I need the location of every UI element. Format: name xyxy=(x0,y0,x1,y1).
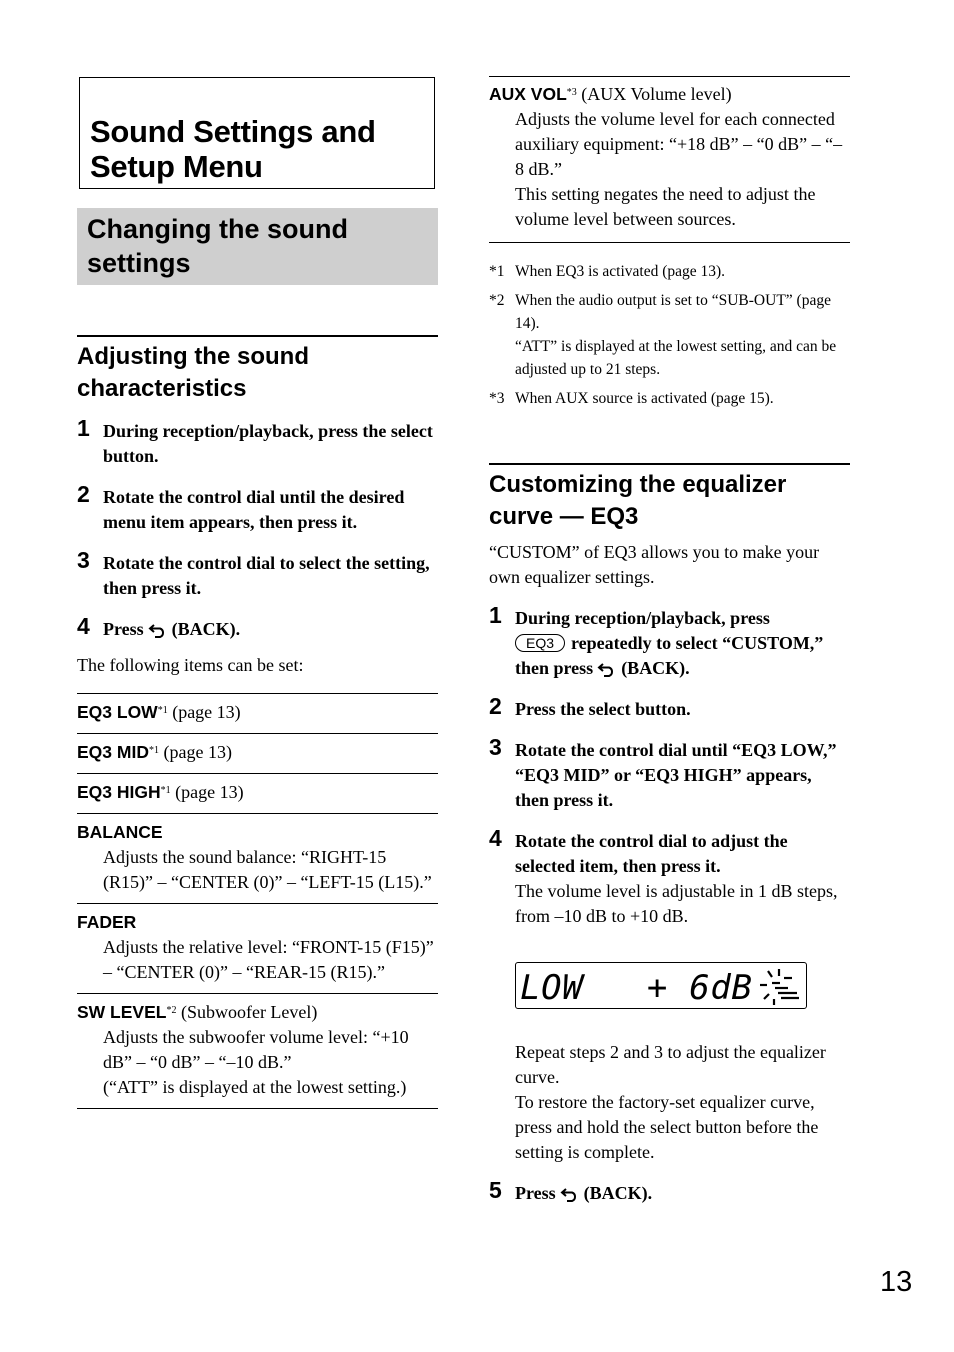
step-text: During reception/playback, press the select button. xyxy=(103,421,433,466)
step-number: 5 xyxy=(489,1177,502,1203)
page-title: Sound Settings and Setup Menu xyxy=(90,114,376,184)
step-text: Rotate the control dial until “EQ3 LOW,” “EQ3 MID” or “EQ3 HIGH” appears, then press it. xyxy=(515,740,837,810)
footnote-3 xyxy=(489,387,850,410)
item-eq3-low xyxy=(77,693,438,733)
step-text: Press xyxy=(103,619,144,639)
step-text-end: (BACK). xyxy=(621,658,690,678)
back-icon xyxy=(148,620,168,645)
item-label: FADER xyxy=(77,912,137,932)
lcd-text: LOW + 6dB xyxy=(520,968,752,1007)
footnote-text: When AUX source is activated (page 15). xyxy=(515,390,774,407)
item-aux-vol xyxy=(489,76,850,243)
item-fader xyxy=(77,903,438,993)
footnote-mark: *2 xyxy=(166,1005,177,1016)
item-label: BALANCE xyxy=(77,822,163,842)
eq3-step-2 xyxy=(489,693,850,722)
back-icon xyxy=(597,659,617,684)
item-description-extra: This setting negates the need to adjust the volume level between sources. xyxy=(515,184,816,229)
item-note: (page 13) xyxy=(175,782,244,802)
step-text-middle: repeatedly to select “CUSTOM,” then press xyxy=(515,633,824,678)
footnote-mark: *3 xyxy=(489,390,505,407)
step-number: 1 xyxy=(489,602,502,628)
footnote-mark: *1 xyxy=(489,263,505,280)
step-number: 2 xyxy=(77,481,90,507)
eq3-intro: “CUSTOM” of EQ3 allows you to make your own equalizer settings. xyxy=(489,542,820,587)
footnote-2 xyxy=(489,289,850,381)
page-number: 13 xyxy=(880,1266,913,1298)
item-note: (Subwoofer Level) xyxy=(180,1002,318,1022)
items-intro: The following items can be set: xyxy=(77,655,304,675)
page-title-box xyxy=(79,77,435,189)
item-note: (AUX Volume level) xyxy=(581,84,732,104)
step-text-end: (BACK). xyxy=(171,619,241,639)
eq3-step-5 xyxy=(489,1177,850,1209)
restore-note: To restore the factory-set equalizer curve, press and hold the select button before the setting is complete. xyxy=(515,1092,819,1162)
step-number: 3 xyxy=(489,734,502,760)
eq3-step-3 xyxy=(489,734,850,813)
section-title-box xyxy=(77,208,438,285)
step-text: Press the select button. xyxy=(515,699,691,719)
footnote-mark: *1 xyxy=(160,785,171,796)
item-description: Adjusts the subwoofer volume level: “+10 dB” – “0 dB” – “–10 dB.” xyxy=(103,1027,409,1072)
item-note: (page 13) xyxy=(163,742,232,762)
step-note: The volume level is adjustable in 1 dB steps, from –10 dB to +10 dB. xyxy=(515,881,838,926)
item-label: EQ3 LOW xyxy=(77,702,158,722)
footnote-text: When the audio output is set to “SUB-OUT” (page 14). xyxy=(515,292,831,332)
item-description: Adjusts the relative level: “FRONT-15 (F15)” – “CENTER (0)” – “REAR-15 (R15).” xyxy=(103,937,434,982)
footnote-1 xyxy=(489,260,850,283)
footnote-mark: *1 xyxy=(157,705,168,716)
item-eq3-high xyxy=(77,773,438,813)
eq3-heading: Customizing the equalizer curve — EQ3 xyxy=(489,471,787,530)
adjust-step-2 xyxy=(77,481,438,535)
item-eq3-mid xyxy=(77,733,438,773)
item-description: Adjusts the volume level for each connected auxiliary equipment: “+18 dB” – “0 dB” – “–8 dB.” xyxy=(515,109,843,179)
adjust-step-1 xyxy=(77,415,438,469)
eq3-heading-block xyxy=(489,463,850,533)
step-number: 4 xyxy=(77,613,90,639)
step-number: 3 xyxy=(77,547,90,573)
item-label: SW LEVEL xyxy=(77,1002,167,1022)
eq3-step-1 xyxy=(489,602,850,684)
step-number: 2 xyxy=(489,693,502,719)
settings-items-list xyxy=(77,693,438,1109)
step-text: Rotate the control dial to adjust the selected item, then press it. xyxy=(515,831,788,876)
adjust-step-4 xyxy=(77,613,438,645)
step-text: Rotate the control dial until the desired menu item appears, then press it. xyxy=(103,487,405,532)
adjust-step-3 xyxy=(77,547,438,601)
step-number: 4 xyxy=(489,825,502,851)
adjusting-heading: Adjusting the sound characteristics xyxy=(77,343,309,402)
step-text: Rotate the control dial to select the setting, then press it. xyxy=(103,553,430,598)
item-note: (page 13) xyxy=(172,702,241,722)
footnote-mark: *3 xyxy=(566,87,577,98)
footnote-mark: *2 xyxy=(489,292,505,309)
adjusting-heading-block xyxy=(77,335,438,405)
eq3-step-4 xyxy=(489,825,850,929)
lcd-display xyxy=(515,962,807,1009)
item-label: EQ3 MID xyxy=(77,742,149,762)
item-label: AUX VOL xyxy=(489,84,567,104)
item-label: EQ3 HIGH xyxy=(77,782,161,802)
repeat-note: Repeat steps 2 and 3 to adjust the equalizer curve. xyxy=(515,1042,826,1087)
eq-level-icon xyxy=(760,969,799,1005)
section-title: Changing the sound settings xyxy=(87,214,348,278)
back-icon xyxy=(560,1184,580,1209)
item-balance xyxy=(77,813,438,903)
eq3-button-icon: EQ3 xyxy=(515,634,565,652)
footnote-mark: *1 xyxy=(148,745,159,756)
step-text-end: (BACK). xyxy=(583,1183,653,1203)
item-sw-level xyxy=(77,993,438,1108)
item-description: Adjusts the sound balance: “RIGHT-15 (R15)” – “CENTER (0)” – “LEFT-15 (L15).” xyxy=(103,847,432,892)
footnote-text-extra: “ATT” is displayed at the lowest setting, and can be adjusted up to 21 steps. xyxy=(515,338,837,378)
step-text: During reception/playback, press xyxy=(515,608,770,628)
step-text: Press xyxy=(515,1183,556,1203)
step-number: 1 xyxy=(77,415,90,441)
footnote-text: When EQ3 is activated (page 13). xyxy=(515,263,726,280)
divider xyxy=(77,1108,438,1109)
item-description-extra: (“ATT” is displayed at the lowest setting.) xyxy=(103,1077,407,1097)
